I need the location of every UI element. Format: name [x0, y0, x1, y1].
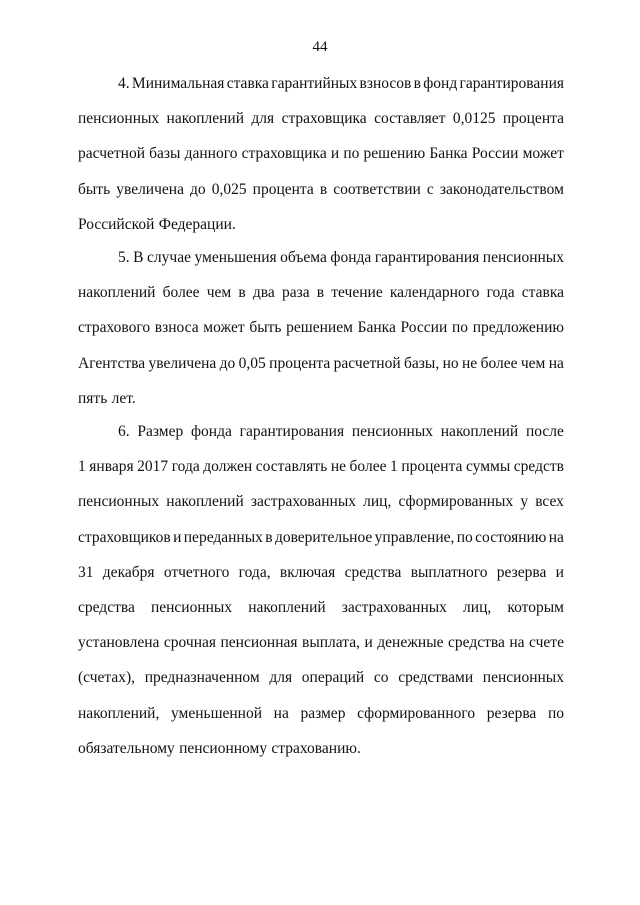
word: января: [89, 458, 134, 476]
word: декабря: [102, 563, 155, 581]
word: должен: [203, 458, 253, 476]
word: может: [203, 319, 245, 337]
word: со: [373, 669, 389, 687]
word: переданных: [183, 528, 263, 546]
word: накоплений: [248, 598, 326, 616]
word: на: [509, 634, 525, 652]
text-line: [78, 590, 564, 625]
word: на: [548, 528, 564, 546]
word: состоянию: [475, 528, 547, 546]
text-line: [78, 625, 564, 660]
word: соответствии: [333, 180, 421, 198]
word: 0,0125: [452, 110, 496, 128]
word: фонда: [330, 249, 372, 266]
text-line: [78, 240, 564, 275]
word: после: [526, 423, 564, 440]
word: накоплений: [78, 284, 156, 302]
word: увеличена: [148, 354, 217, 372]
word: в: [238, 284, 246, 302]
word: на: [548, 354, 564, 372]
word: с: [426, 180, 434, 198]
word: пять: [78, 389, 108, 407]
word: ставка: [521, 284, 564, 302]
word: средства: [344, 563, 402, 581]
text-line: [78, 414, 564, 449]
word: законодательством: [439, 180, 564, 198]
word: взносов: [359, 75, 412, 92]
word: гарантирования: [374, 249, 480, 266]
word: средствами: [398, 669, 474, 687]
paragraph-5: [78, 240, 564, 416]
text-line: [78, 696, 564, 731]
word: течение: [331, 284, 383, 302]
word: пенсионных: [78, 493, 160, 511]
word: базы: [149, 145, 181, 163]
word: счете: [529, 634, 564, 652]
word: данного: [184, 145, 238, 163]
word: средства: [448, 634, 505, 652]
word: по: [456, 528, 473, 546]
word: процента: [269, 354, 331, 372]
word: базы,: [404, 354, 440, 372]
text-line: [78, 555, 564, 590]
word: года,: [238, 563, 271, 581]
text-line: [78, 172, 564, 207]
word: но: [442, 354, 459, 372]
word: чем: [206, 284, 232, 302]
word: чем: [520, 354, 546, 372]
text-line: [78, 484, 564, 519]
paragraph-4: [78, 66, 564, 242]
word: страхованию.: [271, 739, 361, 757]
word: накоплений: [440, 423, 519, 440]
word: которым: [507, 598, 564, 616]
word: страхового: [78, 319, 151, 337]
word: лиц,: [363, 493, 392, 511]
word: объема: [280, 249, 327, 266]
word: фонд: [423, 75, 458, 92]
word: пенсионных: [150, 598, 233, 616]
word: составлять: [255, 458, 328, 476]
word: (счетах),: [78, 669, 136, 687]
word: в: [319, 180, 328, 198]
word: и: [330, 145, 340, 163]
word: размер: [300, 704, 346, 722]
word: В: [133, 249, 144, 266]
word: и: [173, 528, 182, 546]
text-line: [78, 101, 564, 136]
word: застрахованных: [250, 493, 357, 511]
word: денежные: [377, 634, 444, 652]
word: по: [547, 704, 564, 722]
word: срочная: [163, 634, 216, 652]
word: страховщика: [281, 110, 367, 128]
word: на: [273, 704, 289, 722]
word: России: [400, 319, 448, 337]
word: более: [349, 458, 387, 476]
word: календарного: [389, 284, 480, 302]
word: 0,05: [238, 354, 266, 372]
word: пенсионных: [78, 110, 160, 128]
word: 1: [78, 458, 86, 476]
word: накоплений: [166, 110, 245, 128]
word: пенсионная: [220, 634, 298, 652]
word: 1: [390, 458, 398, 476]
word: пенсионному: [179, 739, 268, 757]
word: выплата,: [302, 634, 360, 652]
word: может: [522, 145, 564, 163]
word: средства: [78, 598, 135, 616]
word: уменьшения: [194, 249, 277, 266]
word: не: [330, 458, 346, 476]
word: до: [190, 180, 206, 198]
paragraph-6: [78, 414, 564, 766]
word: Банка: [357, 319, 396, 337]
word: быть: [249, 319, 282, 337]
word: и: [364, 634, 373, 652]
word: доверительное: [274, 528, 373, 546]
word: 2017: [137, 458, 169, 476]
word: предназначенном: [144, 669, 260, 687]
word: увеличена: [116, 180, 184, 198]
word: в: [413, 75, 421, 92]
word: быть: [78, 180, 111, 198]
word: и: [555, 563, 564, 581]
text-line: [78, 310, 564, 345]
word: установлена: [78, 634, 160, 652]
word: ставка: [226, 75, 269, 92]
word: Российской: [78, 215, 155, 233]
word: всех: [535, 493, 564, 511]
word: более: [480, 354, 518, 372]
word: пенсионных: [351, 423, 433, 440]
word: резерва: [486, 704, 537, 722]
text-line: [78, 731, 564, 766]
word: составляет: [374, 110, 446, 128]
word: Федерации.: [158, 215, 236, 233]
word: пенсионных: [482, 249, 564, 266]
word: 6.: [118, 423, 130, 440]
word: гарантирования: [239, 423, 345, 440]
word: предложению: [472, 319, 564, 337]
word: отчетного: [163, 563, 230, 581]
word: два: [252, 284, 275, 302]
word: процента: [502, 110, 564, 128]
word: Агентства: [78, 354, 146, 372]
word: по: [343, 145, 360, 163]
word: накоплений,: [78, 704, 160, 722]
word: года: [171, 458, 200, 476]
word: процента: [401, 458, 463, 476]
word: гарантирования: [459, 75, 564, 92]
word: суммы: [465, 458, 511, 476]
word: расчетной: [333, 354, 401, 372]
word: застрахованных: [341, 598, 447, 616]
word: обязательному: [78, 739, 175, 757]
word: не: [462, 354, 478, 372]
word: страховщиков: [78, 528, 171, 546]
word: уменьшенной: [170, 704, 263, 722]
text-line: [78, 207, 564, 242]
word: года: [486, 284, 515, 302]
word: Банка: [429, 145, 468, 163]
word: до: [219, 354, 236, 372]
word: 5.: [118, 249, 130, 266]
word: расчетной: [78, 145, 145, 163]
word: сформированного: [357, 704, 476, 722]
word: по: [451, 319, 468, 337]
word: для: [269, 669, 293, 687]
word: 4.: [118, 75, 130, 92]
word: фонда: [191, 423, 232, 440]
text-line: [78, 381, 564, 416]
word: более: [162, 284, 200, 302]
word: Минимальная: [131, 75, 225, 92]
word: накоплений: [166, 493, 244, 511]
word: средств: [513, 458, 564, 476]
word: включая: [279, 563, 336, 581]
word: у: [520, 493, 529, 511]
word: пенсионных: [482, 669, 564, 687]
page-number: 44: [312, 39, 328, 55]
text-line: [78, 520, 564, 555]
word: в: [316, 284, 325, 302]
word: резерва: [496, 563, 547, 581]
word: для: [251, 110, 275, 128]
text-line: [78, 346, 564, 381]
word: решением: [286, 319, 353, 337]
text-line: [78, 275, 564, 310]
text-line: [78, 66, 564, 101]
word: гарантийных: [271, 75, 358, 92]
word: управление,: [374, 528, 455, 546]
word: выплатного: [410, 563, 488, 581]
word: 0,025: [211, 180, 247, 198]
word: взноса: [154, 319, 199, 337]
text-line: [78, 136, 564, 171]
word: Размер: [137, 423, 184, 440]
word: решению: [363, 145, 426, 163]
word: раза: [281, 284, 310, 302]
word: сформированных: [398, 493, 514, 511]
word: операций: [301, 669, 365, 687]
word: 31: [78, 563, 94, 581]
text-line: [78, 660, 564, 695]
word: лет.: [111, 389, 136, 407]
word: процента: [252, 180, 314, 198]
word: случае: [147, 249, 191, 266]
word: страховщика: [241, 145, 327, 163]
text-line: [78, 449, 564, 484]
word: России: [471, 145, 519, 163]
word: в: [265, 528, 273, 546]
word: лиц,: [463, 598, 492, 616]
